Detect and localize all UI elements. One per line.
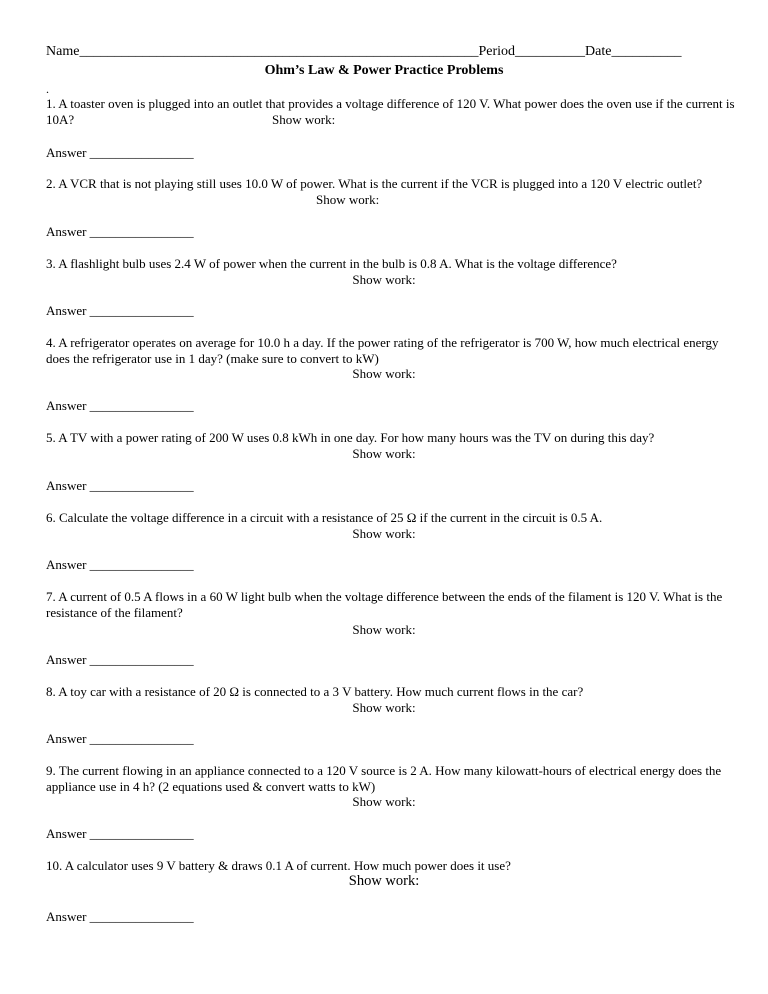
show-work-label: Show work:: [352, 271, 416, 287]
date-label: Date: [585, 44, 612, 59]
question-2: [46, 176, 736, 207]
question-3: [46, 256, 736, 287]
answer-2[interactable]: Answer ________________: [46, 224, 194, 239]
show-work-label: Show work:: [272, 111, 336, 127]
show-work-label: Show work:: [348, 872, 420, 889]
show-work-label: Show work:: [352, 622, 416, 637]
show-work-label: Show work:: [352, 794, 416, 809]
date-field[interactable]: __________: [611, 44, 682, 59]
question-10: [46, 858, 736, 889]
question-9: [46, 763, 736, 810]
answer-5[interactable]: Answer ________________: [46, 478, 194, 493]
answer-10[interactable]: Answer ________________: [46, 909, 194, 924]
answer-1[interactable]: Answer ________________: [46, 145, 194, 160]
question-4: [46, 335, 736, 382]
question-10-text: 10. A calculator uses 9 V battery & draws 0.1 A of current. How much power does it use?: [46, 858, 511, 873]
question-2-text: 2. A VCR that is not playing still uses 10.0 W of power. What is the current if the VCR is plugged into a 120 V electric outlet?: [46, 176, 703, 191]
question-4-text: 4. A refrigerator operates on average for 10.0 h a day. If the power rating of the refrigerator is 700 W, how much electrical energy does the refrigerator use in 1 day? (make sure to convert to kW): [46, 335, 719, 366]
stray-dot: .: [46, 82, 49, 96]
question-8: [46, 684, 736, 715]
name-label: Name: [46, 44, 80, 59]
answer-4[interactable]: Answer ________________: [46, 398, 194, 413]
question-9-text: 9. The current flowing in an appliance connected to a 120 V source is 2 A. How many kilowatt-hours of electrical energy does the appliance use in 4 h? (2 equations used & convert watts to kW): [46, 763, 722, 794]
answer-9[interactable]: Answer ________________: [46, 826, 194, 841]
question-6: [46, 510, 736, 541]
period-field[interactable]: __________: [515, 44, 585, 59]
question-6-text: 6. Calculate the voltage difference in a circuit with a resistance of 25 Ω if the current in the circuit is 0.5 A.: [46, 510, 603, 525]
question-1-text: 1. A toaster oven is plugged into an outlet that provides a voltage difference of 120 V. What power does the oven use if the current is 10A?: [46, 96, 735, 127]
show-work-label: Show work:: [352, 445, 416, 461]
question-1: [46, 96, 736, 127]
question-5-text: 5. A TV with a power rating of 200 W uses 0.8 kWh in one day. For how many hours was the TV on during this day?: [46, 430, 655, 445]
answer-6[interactable]: Answer ________________: [46, 557, 194, 572]
show-work-label: Show work:: [352, 699, 416, 715]
question-5: [46, 430, 736, 461]
period-label: Period: [478, 44, 515, 59]
question-7-text: 7. A current of 0.5 A flows in a 60 W light bulb when the voltage difference between the ends of the filament is 120 V. What is the resistance of the filament?: [46, 589, 723, 620]
answer-8[interactable]: Answer ________________: [46, 731, 194, 746]
show-work-label: Show work:: [352, 366, 416, 381]
page-title: Ohm’s Law & Power Practice Problems: [264, 63, 504, 78]
question-3-text: 3. A flashlight bulb uses 2.4 W of power when the current in the bulb is 0.8 A. What is the voltage difference?: [46, 256, 617, 271]
show-work-label: Show work:: [316, 191, 380, 207]
header-line: [46, 44, 722, 62]
question-7: [46, 589, 736, 638]
show-work-label: Show work:: [352, 525, 416, 541]
name-field[interactable]: _________________________________________________________: [79, 44, 479, 59]
answer-7[interactable]: Answer ________________: [46, 652, 194, 667]
question-8-text: 8. A toy car with a resistance of 20 Ω is connected to a 3 V battery. How much current flows in the car?: [46, 684, 584, 699]
answer-3[interactable]: Answer ________________: [46, 303, 194, 318]
